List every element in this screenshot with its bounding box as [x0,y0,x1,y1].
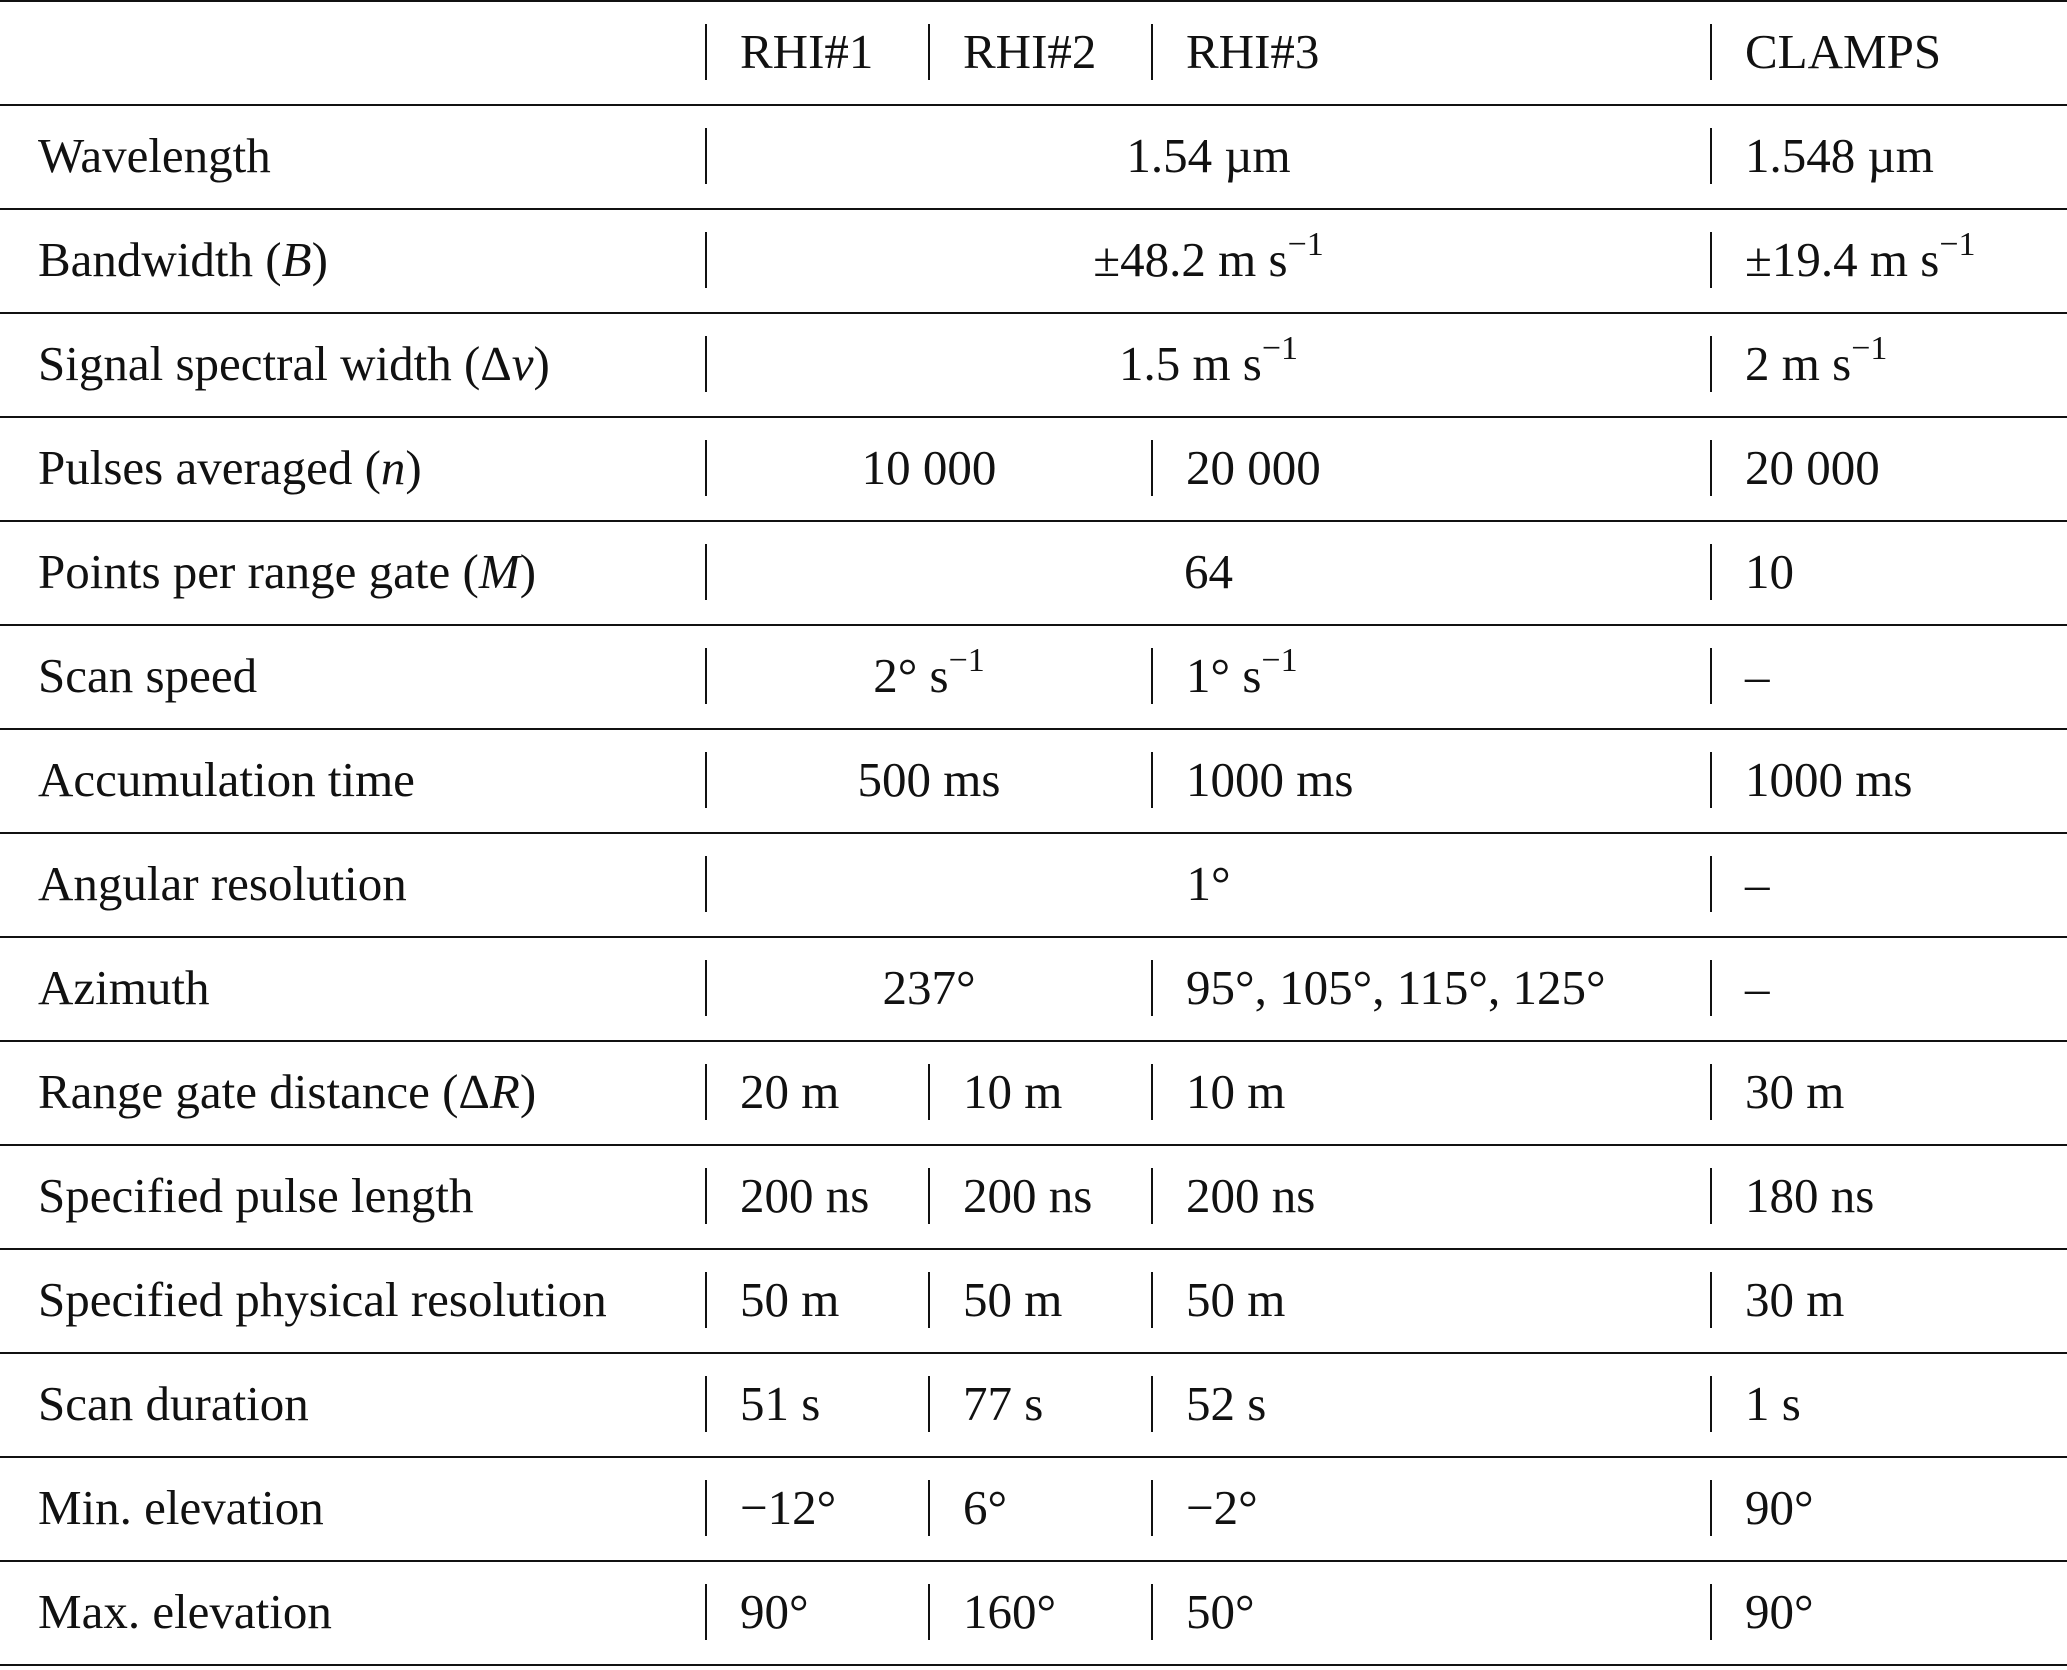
row-value-clamps: 2 m $s^{-1}$ [1745,329,1888,391]
row-value-rhi1: 20 m [740,1064,840,1119]
column-separator [1151,1064,1153,1120]
row-value-clamps: 20 000 [1745,440,1880,495]
row-value-rhi3: 10 m [1186,1064,1286,1119]
column-separator [1710,648,1712,704]
column-separator [705,1376,707,1432]
row-label: Angular resolution [38,856,407,911]
row-value-rhi-all: 1.5 m $s^{-1}$ [1118,329,1299,391]
column-separator [928,1376,930,1432]
row-value-rhi2: 50 m [963,1272,1063,1327]
table-row [0,104,2067,208]
column-separator [928,1168,930,1224]
column-separator [1151,1168,1153,1224]
row-value-rhi3: 1° $s^{-1}$ [1186,641,1298,703]
table-row [0,416,2067,520]
column-separator [928,1272,930,1328]
table-row [0,1040,2067,1144]
row-value-rhi3: 200 ns [1186,1168,1316,1223]
column-separator [1710,128,1712,184]
table-row [0,1248,2067,1352]
row-value-rhi2: 77 s [963,1376,1044,1431]
header-row [0,0,2067,104]
row-value-clamps: ±19.4 m $s^{-1}$ [1745,225,1976,287]
row-value-clamps: 90° [1745,1584,1814,1639]
row-label: Pulses averaged (n) [38,440,422,495]
row-value-rhi2: 10 m [963,1064,1063,1119]
column-separator [1151,1272,1153,1328]
row-value-rhi2: 6° [963,1480,1008,1535]
header-rhi1: RHI#1 [740,24,874,79]
row-value-clamps: – [1745,856,1770,911]
row-value-rhi1: 200 ns [740,1168,870,1223]
row-value-rhi12: 2° $s^{-1}$ [873,641,985,703]
row-label: Specified pulse length [38,1168,474,1223]
column-separator [928,24,930,80]
row-label: Signal spectral width (Δν) [38,336,550,391]
column-separator [1710,544,1712,600]
row-label: Min. elevation [38,1480,324,1535]
row-label: Points per range gate (M) [38,544,537,599]
row-label: Wavelength [38,128,271,183]
row-value-rhi1: 50 m [740,1272,840,1327]
column-separator [928,1064,930,1120]
row-value-rhi3: 52 s [1186,1376,1267,1431]
row-value-rhi-all: ±48.2 m $s^{-1}$ [1093,225,1324,287]
column-separator [928,1584,930,1640]
column-separator [1710,1168,1712,1224]
column-separator [705,1480,707,1536]
row-label: Range gate distance (ΔR) [38,1064,537,1119]
column-separator [705,1168,707,1224]
column-separator [1710,1376,1712,1432]
header-clamps: CLAMPS [1745,24,1942,79]
header-rhi2: RHI#2 [963,24,1097,79]
table-row [0,1456,2067,1560]
row-value-rhi1: 51 s [740,1376,821,1431]
column-separator [1710,856,1712,912]
header-rhi3: RHI#3 [1186,24,1320,79]
table-row [0,1352,2067,1456]
column-separator [1151,1376,1153,1432]
row-value-rhi1: 90° [740,1584,809,1639]
row-value-clamps: 1 s [1745,1376,1801,1431]
column-separator [705,1584,707,1640]
table-row [0,1144,2067,1248]
table-row [0,936,2067,1040]
column-separator [1710,1064,1712,1120]
table-row [0,312,2067,416]
table-row [0,1560,2067,1664]
column-separator [1710,1272,1712,1328]
row-value-clamps: 30 m [1745,1064,1845,1119]
column-separator [1710,1480,1712,1536]
row-value-clamps: 180 ns [1745,1168,1875,1223]
row-label: Scan duration [38,1376,309,1431]
row-label: Specified physical resolution [38,1272,607,1327]
column-separator [928,1480,930,1536]
row-value-clamps: – [1745,648,1770,703]
row-label: Max. elevation [38,1584,332,1639]
column-separator [1151,24,1153,80]
row-value-rhi1: −12° [740,1480,837,1535]
row-value-clamps: 10 [1745,544,1794,599]
row-value-rhi-all: 64 [1184,544,1233,599]
column-separator [1710,232,1712,288]
column-separator [1151,648,1153,704]
table-row [0,832,2067,936]
table-row [0,520,2067,624]
row-value-clamps: 1.548 µm [1745,128,1934,183]
row-label: Azimuth [38,960,210,1015]
row-value-clamps: 90° [1745,1480,1814,1535]
column-separator [1710,24,1712,80]
column-separator [1151,752,1153,808]
column-separator [705,1064,707,1120]
column-separator [1151,960,1153,1016]
row-value-rhi12: 237° [882,960,976,1015]
table-row [0,728,2067,832]
rule-bottom [0,1664,2067,1666]
row-value-clamps: 30 m [1745,1272,1845,1327]
table-row [0,208,2067,312]
row-label: Bandwidth (B) [38,232,328,287]
column-separator [1710,336,1712,392]
column-separator [1151,1480,1153,1536]
row-value-rhi-all: 1.54 µm [1126,128,1291,183]
row-value-rhi3: 95°, 105°, 115°, 125° [1186,960,1606,1015]
column-separator [1710,1584,1712,1640]
row-value-rhi2: 200 ns [963,1168,1093,1223]
row-value-rhi3: 20 000 [1186,440,1321,495]
row-value-clamps: – [1745,960,1770,1015]
row-value-rhi3: 1000 ms [1186,752,1354,807]
row-label: Scan speed [38,648,258,703]
row-value-rhi3: 50° [1186,1584,1255,1639]
column-separator [705,1272,707,1328]
row-value-clamps: 1000 ms [1745,752,1913,807]
row-value-rhi3: 50 m [1186,1272,1286,1327]
column-separator [1710,960,1712,1016]
column-separator [1151,1584,1153,1640]
row-value-rhi12: 10 000 [861,440,997,495]
column-separator [1710,440,1712,496]
column-separator [1151,440,1153,496]
column-separator [1710,752,1712,808]
row-value-rhi3: −2° [1186,1480,1258,1535]
row-value-rhi12: 500 ms [857,752,1001,807]
row-value-rhi-all: 1° [1186,856,1231,911]
row-label: Accumulation time [38,752,415,807]
column-separator [705,24,707,80]
table-row [0,624,2067,728]
row-value-rhi2: 160° [963,1584,1057,1639]
